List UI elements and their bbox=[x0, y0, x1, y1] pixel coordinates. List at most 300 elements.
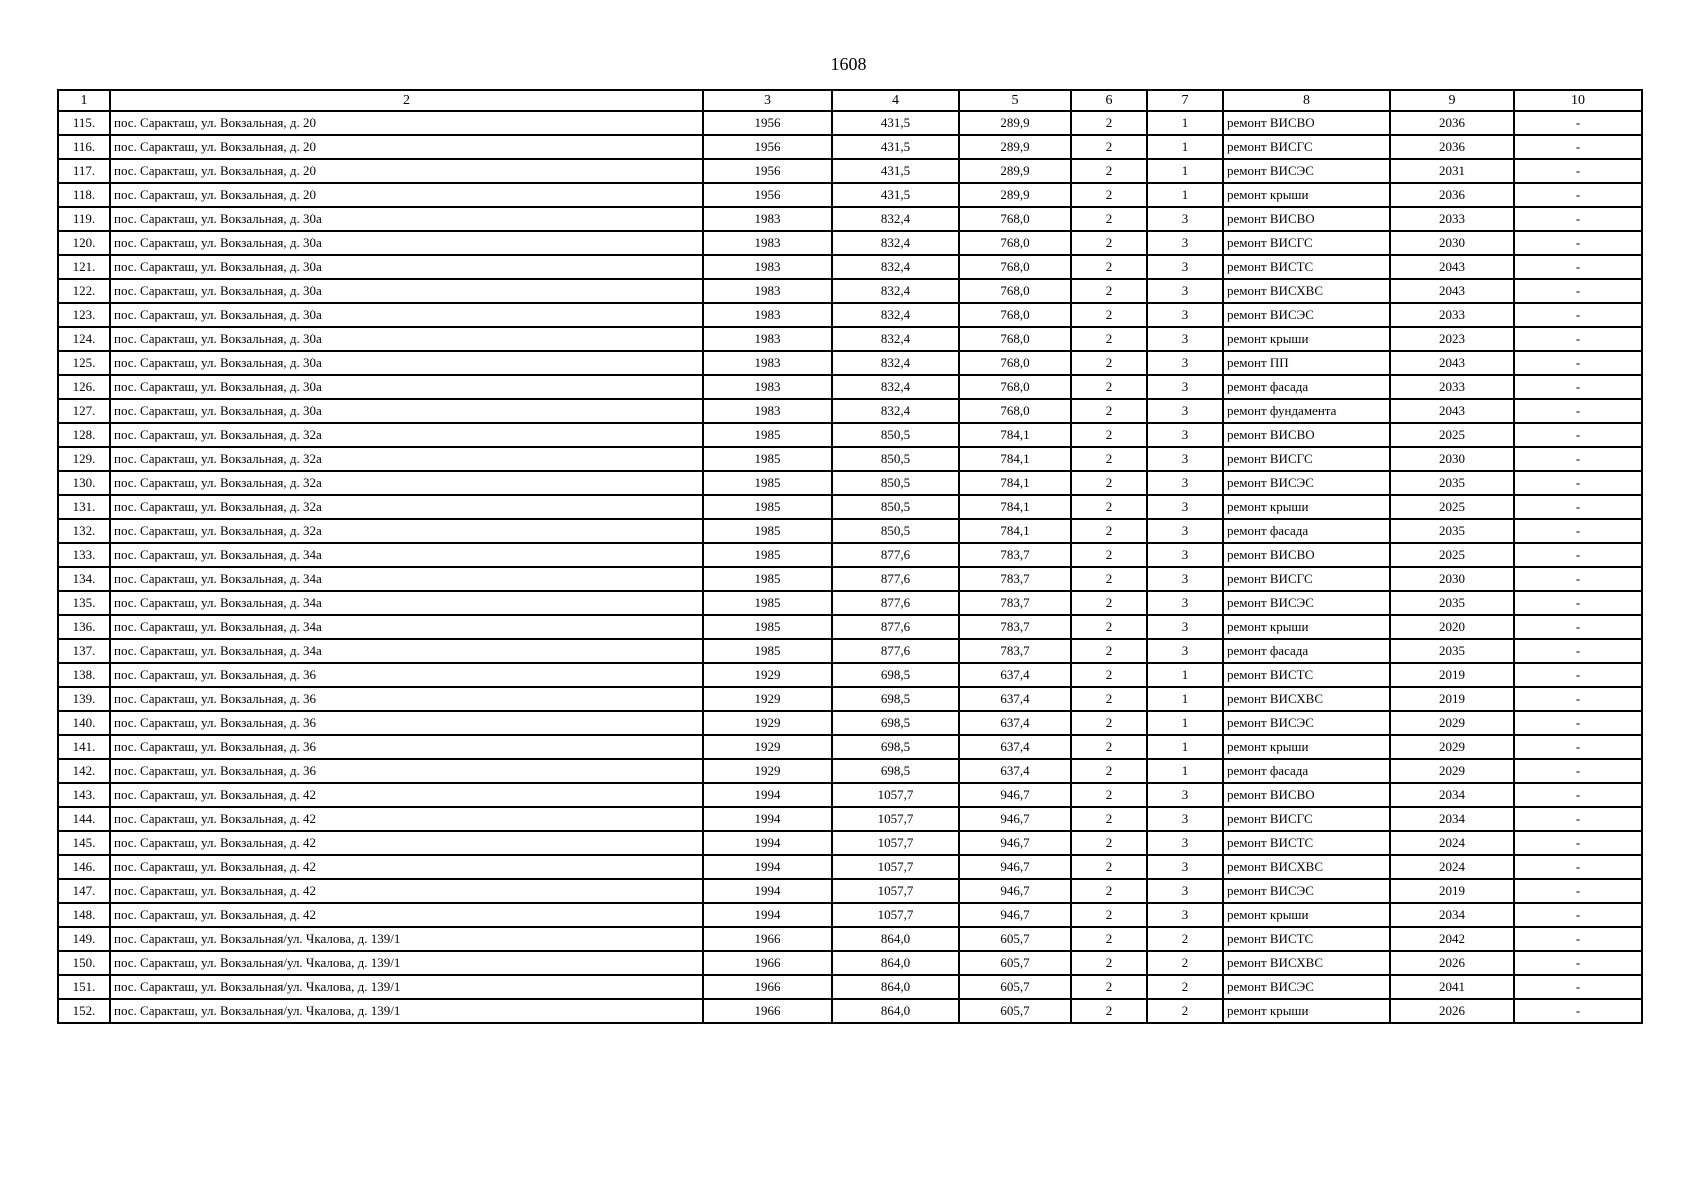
row-number-cell: 129. bbox=[58, 447, 110, 471]
year-built-cell: 1929 bbox=[703, 687, 832, 711]
year-built-cell: 1929 bbox=[703, 759, 832, 783]
col6-cell: 2 bbox=[1071, 519, 1147, 543]
col10-cell: - bbox=[1514, 639, 1642, 663]
total-area-cell: 698,5 bbox=[832, 687, 959, 711]
year-built-cell: 1985 bbox=[703, 519, 832, 543]
col7-cell: 1 bbox=[1147, 711, 1223, 735]
planned-year-cell: 2036 bbox=[1390, 111, 1514, 135]
col10-cell: - bbox=[1514, 735, 1642, 759]
living-area-cell: 637,4 bbox=[959, 759, 1071, 783]
col10-cell: - bbox=[1514, 399, 1642, 423]
repair-type-cell: ремонт крыши bbox=[1223, 999, 1390, 1023]
table-row bbox=[58, 783, 1642, 807]
col6-cell: 2 bbox=[1071, 831, 1147, 855]
column-header: 6 bbox=[1071, 90, 1147, 111]
col10-cell: - bbox=[1514, 567, 1642, 591]
year-built-cell: 1994 bbox=[703, 903, 832, 927]
living-area-cell: 946,7 bbox=[959, 855, 1071, 879]
table-row bbox=[58, 471, 1642, 495]
col6-cell: 2 bbox=[1071, 351, 1147, 375]
living-area-cell: 768,0 bbox=[959, 207, 1071, 231]
row-number-cell: 131. bbox=[58, 495, 110, 519]
year-built-cell: 1985 bbox=[703, 471, 832, 495]
living-area-cell: 637,4 bbox=[959, 711, 1071, 735]
year-built-cell: 1985 bbox=[703, 447, 832, 471]
row-number-cell: 136. bbox=[58, 615, 110, 639]
col6-cell: 2 bbox=[1071, 207, 1147, 231]
address-cell: пос. Саракташ, ул. Вокзальная, д. 20 bbox=[110, 159, 703, 183]
col10-cell: - bbox=[1514, 111, 1642, 135]
total-area-cell: 431,5 bbox=[832, 135, 959, 159]
col6-cell: 2 bbox=[1071, 327, 1147, 351]
year-built-cell: 1956 bbox=[703, 111, 832, 135]
year-built-cell: 1994 bbox=[703, 855, 832, 879]
living-area-cell: 783,7 bbox=[959, 543, 1071, 567]
repair-type-cell: ремонт фундамента bbox=[1223, 399, 1390, 423]
address-cell: пос. Саракташ, ул. Вокзальная, д. 30а bbox=[110, 207, 703, 231]
repair-type-cell: ремонт ВИСХВС bbox=[1223, 687, 1390, 711]
planned-year-cell: 2033 bbox=[1390, 375, 1514, 399]
repair-type-cell: ремонт ВИСГС bbox=[1223, 567, 1390, 591]
year-built-cell: 1966 bbox=[703, 975, 832, 999]
planned-year-cell: 2024 bbox=[1390, 855, 1514, 879]
address-cell: пос. Саракташ, ул. Вокзальная, д. 36 bbox=[110, 735, 703, 759]
col10-cell: - bbox=[1514, 879, 1642, 903]
total-area-cell: 832,4 bbox=[832, 207, 959, 231]
col6-cell: 2 bbox=[1071, 183, 1147, 207]
col6-cell: 2 bbox=[1071, 447, 1147, 471]
table-row bbox=[58, 207, 1642, 231]
address-cell: пос. Саракташ, ул. Вокзальная, д. 42 bbox=[110, 807, 703, 831]
address-cell: пос. Саракташ, ул. Вокзальная, д. 34а bbox=[110, 567, 703, 591]
page-number: 1608 bbox=[830, 54, 867, 74]
living-area-cell: 768,0 bbox=[959, 231, 1071, 255]
repair-type-cell: ремонт ВИСГС bbox=[1223, 231, 1390, 255]
col10-cell: - bbox=[1514, 207, 1642, 231]
planned-year-cell: 2043 bbox=[1390, 255, 1514, 279]
col10-cell: - bbox=[1514, 519, 1642, 543]
repair-type-cell: ремонт ВИСГС bbox=[1223, 135, 1390, 159]
col7-cell: 3 bbox=[1147, 447, 1223, 471]
row-number-cell: 145. bbox=[58, 831, 110, 855]
planned-year-cell: 2019 bbox=[1390, 879, 1514, 903]
col7-cell: 2 bbox=[1147, 927, 1223, 951]
address-cell: пос. Саракташ, ул. Вокзальная, д. 32а bbox=[110, 447, 703, 471]
year-built-cell: 1983 bbox=[703, 303, 832, 327]
table-body bbox=[58, 111, 1642, 1023]
planned-year-cell: 2041 bbox=[1390, 975, 1514, 999]
col7-cell: 1 bbox=[1147, 759, 1223, 783]
living-area-cell: 637,4 bbox=[959, 735, 1071, 759]
table-row bbox=[58, 303, 1642, 327]
column-header: 4 bbox=[832, 90, 959, 111]
address-cell: пос. Саракташ, ул. Вокзальная, д. 30а bbox=[110, 375, 703, 399]
planned-year-cell: 2029 bbox=[1390, 759, 1514, 783]
year-built-cell: 1983 bbox=[703, 255, 832, 279]
repair-type-cell: ремонт ВИСЭС bbox=[1223, 711, 1390, 735]
living-area-cell: 946,7 bbox=[959, 879, 1071, 903]
col6-cell: 2 bbox=[1071, 543, 1147, 567]
living-area-cell: 768,0 bbox=[959, 279, 1071, 303]
planned-year-cell: 2036 bbox=[1390, 135, 1514, 159]
total-area-cell: 1057,7 bbox=[832, 783, 959, 807]
total-area-cell: 850,5 bbox=[832, 495, 959, 519]
table-row bbox=[58, 663, 1642, 687]
col10-cell: - bbox=[1514, 783, 1642, 807]
col6-cell: 2 bbox=[1071, 231, 1147, 255]
row-number-cell: 125. bbox=[58, 351, 110, 375]
col10-cell: - bbox=[1514, 807, 1642, 831]
row-number-cell: 118. bbox=[58, 183, 110, 207]
total-area-cell: 1057,7 bbox=[832, 879, 959, 903]
repair-type-cell: ремонт ВИСЭС bbox=[1223, 879, 1390, 903]
row-number-cell: 139. bbox=[58, 687, 110, 711]
living-area-cell: 946,7 bbox=[959, 783, 1071, 807]
col6-cell: 2 bbox=[1071, 975, 1147, 999]
year-built-cell: 1983 bbox=[703, 207, 832, 231]
row-number-cell: 138. bbox=[58, 663, 110, 687]
living-area-cell: 605,7 bbox=[959, 927, 1071, 951]
planned-year-cell: 2030 bbox=[1390, 567, 1514, 591]
year-built-cell: 1985 bbox=[703, 543, 832, 567]
table-row bbox=[58, 135, 1642, 159]
year-built-cell: 1983 bbox=[703, 231, 832, 255]
total-area-cell: 864,0 bbox=[832, 951, 959, 975]
total-area-cell: 1057,7 bbox=[832, 831, 959, 855]
address-cell: пос. Саракташ, ул. Вокзальная, д. 20 bbox=[110, 111, 703, 135]
living-area-cell: 768,0 bbox=[959, 255, 1071, 279]
col10-cell: - bbox=[1514, 975, 1642, 999]
col7-cell: 1 bbox=[1147, 687, 1223, 711]
planned-year-cell: 2034 bbox=[1390, 807, 1514, 831]
year-built-cell: 1983 bbox=[703, 279, 832, 303]
planned-year-cell: 2023 bbox=[1390, 327, 1514, 351]
planned-year-cell: 2025 bbox=[1390, 495, 1514, 519]
repair-type-cell: ремонт ВИСЭС bbox=[1223, 159, 1390, 183]
repair-type-cell: ремонт ВИСВО bbox=[1223, 111, 1390, 135]
col7-cell: 3 bbox=[1147, 495, 1223, 519]
living-area-cell: 784,1 bbox=[959, 423, 1071, 447]
column-header: 1 bbox=[58, 90, 110, 111]
col6-cell: 2 bbox=[1071, 687, 1147, 711]
col7-cell: 2 bbox=[1147, 975, 1223, 999]
repair-type-cell: ремонт ВИСХВС bbox=[1223, 951, 1390, 975]
repair-type-cell: ремонт ВИСГС bbox=[1223, 447, 1390, 471]
planned-year-cell: 2035 bbox=[1390, 519, 1514, 543]
total-area-cell: 832,4 bbox=[832, 255, 959, 279]
repair-type-cell: ремонт крыши bbox=[1223, 183, 1390, 207]
total-area-cell: 832,4 bbox=[832, 375, 959, 399]
col7-cell: 1 bbox=[1147, 183, 1223, 207]
living-area-cell: 784,1 bbox=[959, 495, 1071, 519]
planned-year-cell: 2042 bbox=[1390, 927, 1514, 951]
repair-type-cell: ремонт ВИСВО bbox=[1223, 423, 1390, 447]
total-area-cell: 698,5 bbox=[832, 735, 959, 759]
repair-type-cell: ремонт крыши bbox=[1223, 735, 1390, 759]
table-row bbox=[58, 687, 1642, 711]
living-area-cell: 289,9 bbox=[959, 183, 1071, 207]
row-number-cell: 137. bbox=[58, 639, 110, 663]
planned-year-cell: 2043 bbox=[1390, 351, 1514, 375]
col7-cell: 3 bbox=[1147, 351, 1223, 375]
table-row bbox=[58, 279, 1642, 303]
col10-cell: - bbox=[1514, 711, 1642, 735]
table-row bbox=[58, 327, 1642, 351]
address-cell: пос. Саракташ, ул. Вокзальная/ул. Чкалова, д. 139/1 bbox=[110, 927, 703, 951]
living-area-cell: 605,7 bbox=[959, 999, 1071, 1023]
address-cell: пос. Саракташ, ул. Вокзальная, д. 36 bbox=[110, 711, 703, 735]
year-built-cell: 1994 bbox=[703, 879, 832, 903]
col10-cell: - bbox=[1514, 615, 1642, 639]
total-area-cell: 832,4 bbox=[832, 351, 959, 375]
living-area-cell: 783,7 bbox=[959, 615, 1071, 639]
row-number-cell: 117. bbox=[58, 159, 110, 183]
total-area-cell: 431,5 bbox=[832, 111, 959, 135]
col6-cell: 2 bbox=[1071, 591, 1147, 615]
address-cell: пос. Саракташ, ул. Вокзальная/ул. Чкалова, д. 139/1 bbox=[110, 975, 703, 999]
col10-cell: - bbox=[1514, 591, 1642, 615]
row-number-cell: 143. bbox=[58, 783, 110, 807]
table-row bbox=[58, 855, 1642, 879]
address-cell: пос. Саракташ, ул. Вокзальная, д. 34а bbox=[110, 543, 703, 567]
repair-type-cell: ремонт ВИСВО bbox=[1223, 543, 1390, 567]
column-header: 3 bbox=[703, 90, 832, 111]
address-cell: пос. Саракташ, ул. Вокзальная, д. 30а bbox=[110, 351, 703, 375]
year-built-cell: 1956 bbox=[703, 135, 832, 159]
table-row bbox=[58, 543, 1642, 567]
repair-type-cell: ремонт фасада bbox=[1223, 759, 1390, 783]
col7-cell: 3 bbox=[1147, 399, 1223, 423]
living-area-cell: 768,0 bbox=[959, 351, 1071, 375]
col10-cell: - bbox=[1514, 375, 1642, 399]
row-number-cell: 121. bbox=[58, 255, 110, 279]
planned-year-cell: 2035 bbox=[1390, 471, 1514, 495]
planned-year-cell: 2043 bbox=[1390, 399, 1514, 423]
living-area-cell: 946,7 bbox=[959, 807, 1071, 831]
col6-cell: 2 bbox=[1071, 567, 1147, 591]
table-row bbox=[58, 447, 1642, 471]
total-area-cell: 877,6 bbox=[832, 567, 959, 591]
col10-cell: - bbox=[1514, 687, 1642, 711]
row-number-cell: 144. bbox=[58, 807, 110, 831]
year-built-cell: 1985 bbox=[703, 423, 832, 447]
table-row bbox=[58, 639, 1642, 663]
repair-type-cell: ремонт ВИСЭС bbox=[1223, 471, 1390, 495]
col6-cell: 2 bbox=[1071, 879, 1147, 903]
table-row bbox=[58, 591, 1642, 615]
col7-cell: 1 bbox=[1147, 111, 1223, 135]
year-built-cell: 1983 bbox=[703, 351, 832, 375]
total-area-cell: 877,6 bbox=[832, 615, 959, 639]
living-area-cell: 784,1 bbox=[959, 447, 1071, 471]
total-area-cell: 698,5 bbox=[832, 759, 959, 783]
year-built-cell: 1966 bbox=[703, 999, 832, 1023]
total-area-cell: 850,5 bbox=[832, 471, 959, 495]
address-cell: пос. Саракташ, ул. Вокзальная/ул. Чкалова, д. 139/1 bbox=[110, 999, 703, 1023]
col7-cell: 3 bbox=[1147, 567, 1223, 591]
col7-cell: 3 bbox=[1147, 519, 1223, 543]
col7-cell: 3 bbox=[1147, 879, 1223, 903]
col10-cell: - bbox=[1514, 423, 1642, 447]
total-area-cell: 877,6 bbox=[832, 543, 959, 567]
col7-cell: 3 bbox=[1147, 231, 1223, 255]
col6-cell: 2 bbox=[1071, 111, 1147, 135]
living-area-cell: 637,4 bbox=[959, 687, 1071, 711]
address-cell: пос. Саракташ, ул. Вокзальная, д. 32а bbox=[110, 519, 703, 543]
col10-cell: - bbox=[1514, 471, 1642, 495]
col6-cell: 2 bbox=[1071, 159, 1147, 183]
col6-cell: 2 bbox=[1071, 423, 1147, 447]
row-number-cell: 150. bbox=[58, 951, 110, 975]
repair-type-cell: ремонт крыши bbox=[1223, 903, 1390, 927]
row-number-cell: 116. bbox=[58, 135, 110, 159]
col6-cell: 2 bbox=[1071, 375, 1147, 399]
row-number-cell: 151. bbox=[58, 975, 110, 999]
total-area-cell: 1057,7 bbox=[832, 903, 959, 927]
living-area-cell: 768,0 bbox=[959, 399, 1071, 423]
col10-cell: - bbox=[1514, 183, 1642, 207]
total-area-cell: 850,5 bbox=[832, 447, 959, 471]
row-number-cell: 120. bbox=[58, 231, 110, 255]
address-cell: пос. Саракташ, ул. Вокзальная, д. 32а bbox=[110, 471, 703, 495]
living-area-cell: 289,9 bbox=[959, 135, 1071, 159]
col6-cell: 2 bbox=[1071, 135, 1147, 159]
address-cell: пос. Саракташ, ул. Вокзальная, д. 42 bbox=[110, 831, 703, 855]
col7-cell: 3 bbox=[1147, 831, 1223, 855]
planned-year-cell: 2033 bbox=[1390, 303, 1514, 327]
col10-cell: - bbox=[1514, 327, 1642, 351]
repair-type-cell: ремонт ВИСТС bbox=[1223, 927, 1390, 951]
planned-year-cell: 2029 bbox=[1390, 735, 1514, 759]
total-area-cell: 864,0 bbox=[832, 999, 959, 1023]
repair-type-cell: ремонт фасада bbox=[1223, 519, 1390, 543]
col6-cell: 2 bbox=[1071, 303, 1147, 327]
row-number-cell: 119. bbox=[58, 207, 110, 231]
table-row bbox=[58, 951, 1642, 975]
col10-cell: - bbox=[1514, 927, 1642, 951]
planned-year-cell: 2024 bbox=[1390, 831, 1514, 855]
planned-year-cell: 2020 bbox=[1390, 615, 1514, 639]
year-built-cell: 1985 bbox=[703, 567, 832, 591]
column-header: 2 bbox=[110, 90, 703, 111]
col7-cell: 2 bbox=[1147, 999, 1223, 1023]
col6-cell: 2 bbox=[1071, 735, 1147, 759]
living-area-cell: 768,0 bbox=[959, 375, 1071, 399]
table-header-row bbox=[58, 90, 1642, 111]
total-area-cell: 1057,7 bbox=[832, 807, 959, 831]
row-number-cell: 124. bbox=[58, 327, 110, 351]
living-area-cell: 768,0 bbox=[959, 303, 1071, 327]
repair-type-cell: ремонт фасада bbox=[1223, 375, 1390, 399]
repair-type-cell: ремонт крыши bbox=[1223, 327, 1390, 351]
total-area-cell: 1057,7 bbox=[832, 855, 959, 879]
repair-type-cell: ремонт ВИСЭС bbox=[1223, 591, 1390, 615]
col7-cell: 1 bbox=[1147, 135, 1223, 159]
table-row bbox=[58, 519, 1642, 543]
planned-year-cell: 2026 bbox=[1390, 999, 1514, 1023]
repair-type-cell: ремонт ВИСТС bbox=[1223, 831, 1390, 855]
col7-cell: 3 bbox=[1147, 903, 1223, 927]
address-cell: пос. Саракташ, ул. Вокзальная, д. 42 bbox=[110, 855, 703, 879]
col7-cell: 3 bbox=[1147, 639, 1223, 663]
col10-cell: - bbox=[1514, 159, 1642, 183]
col7-cell: 3 bbox=[1147, 471, 1223, 495]
address-cell: пос. Саракташ, ул. Вокзальная, д. 30а bbox=[110, 231, 703, 255]
year-built-cell: 1929 bbox=[703, 663, 832, 687]
row-number-cell: 152. bbox=[58, 999, 110, 1023]
col6-cell: 2 bbox=[1071, 471, 1147, 495]
col10-cell: - bbox=[1514, 663, 1642, 687]
col10-cell: - bbox=[1514, 231, 1642, 255]
year-built-cell: 1994 bbox=[703, 831, 832, 855]
col10-cell: - bbox=[1514, 279, 1642, 303]
address-cell: пос. Саракташ, ул. Вокзальная, д. 30а bbox=[110, 279, 703, 303]
planned-year-cell: 2043 bbox=[1390, 279, 1514, 303]
row-number-cell: 134. bbox=[58, 567, 110, 591]
total-area-cell: 832,4 bbox=[832, 303, 959, 327]
col7-cell: 3 bbox=[1147, 855, 1223, 879]
address-cell: пос. Саракташ, ул. Вокзальная, д. 36 bbox=[110, 759, 703, 783]
repair-schedule-table bbox=[57, 89, 1643, 1024]
planned-year-cell: 2029 bbox=[1390, 711, 1514, 735]
address-cell: пос. Саракташ, ул. Вокзальная, д. 42 bbox=[110, 879, 703, 903]
planned-year-cell: 2019 bbox=[1390, 663, 1514, 687]
col6-cell: 2 bbox=[1071, 783, 1147, 807]
year-built-cell: 1966 bbox=[703, 927, 832, 951]
col6-cell: 2 bbox=[1071, 639, 1147, 663]
table-row bbox=[58, 831, 1642, 855]
table-row bbox=[58, 231, 1642, 255]
living-area-cell: 784,1 bbox=[959, 519, 1071, 543]
year-built-cell: 1985 bbox=[703, 615, 832, 639]
total-area-cell: 864,0 bbox=[832, 975, 959, 999]
column-header: 8 bbox=[1223, 90, 1390, 111]
col7-cell: 3 bbox=[1147, 303, 1223, 327]
col7-cell: 3 bbox=[1147, 375, 1223, 399]
col7-cell: 3 bbox=[1147, 783, 1223, 807]
col6-cell: 2 bbox=[1071, 711, 1147, 735]
row-number-cell: 148. bbox=[58, 903, 110, 927]
planned-year-cell: 2034 bbox=[1390, 903, 1514, 927]
table-row bbox=[58, 927, 1642, 951]
row-number-cell: 132. bbox=[58, 519, 110, 543]
table-row bbox=[58, 183, 1642, 207]
total-area-cell: 832,4 bbox=[832, 279, 959, 303]
col10-cell: - bbox=[1514, 855, 1642, 879]
col7-cell: 3 bbox=[1147, 327, 1223, 351]
table-row bbox=[58, 375, 1642, 399]
living-area-cell: 946,7 bbox=[959, 831, 1071, 855]
living-area-cell: 783,7 bbox=[959, 567, 1071, 591]
address-cell: пос. Саракташ, ул. Вокзальная, д. 30а bbox=[110, 303, 703, 327]
address-cell: пос. Саракташ, ул. Вокзальная, д. 42 bbox=[110, 903, 703, 927]
repair-type-cell: ремонт ВИСЭС bbox=[1223, 303, 1390, 327]
year-built-cell: 1985 bbox=[703, 591, 832, 615]
total-area-cell: 877,6 bbox=[832, 639, 959, 663]
col6-cell: 2 bbox=[1071, 663, 1147, 687]
repair-type-cell: ремонт ВИСВО bbox=[1223, 207, 1390, 231]
col7-cell: 3 bbox=[1147, 279, 1223, 303]
row-number-cell: 142. bbox=[58, 759, 110, 783]
row-number-cell: 141. bbox=[58, 735, 110, 759]
table-row bbox=[58, 423, 1642, 447]
address-cell: пос. Саракташ, ул. Вокзальная, д. 30а bbox=[110, 399, 703, 423]
col7-cell: 1 bbox=[1147, 159, 1223, 183]
total-area-cell: 698,5 bbox=[832, 711, 959, 735]
address-cell: пос. Саракташ, ул. Вокзальная, д. 34а bbox=[110, 615, 703, 639]
address-cell: пос. Саракташ, ул. Вокзальная, д. 36 bbox=[110, 687, 703, 711]
living-area-cell: 783,7 bbox=[959, 591, 1071, 615]
